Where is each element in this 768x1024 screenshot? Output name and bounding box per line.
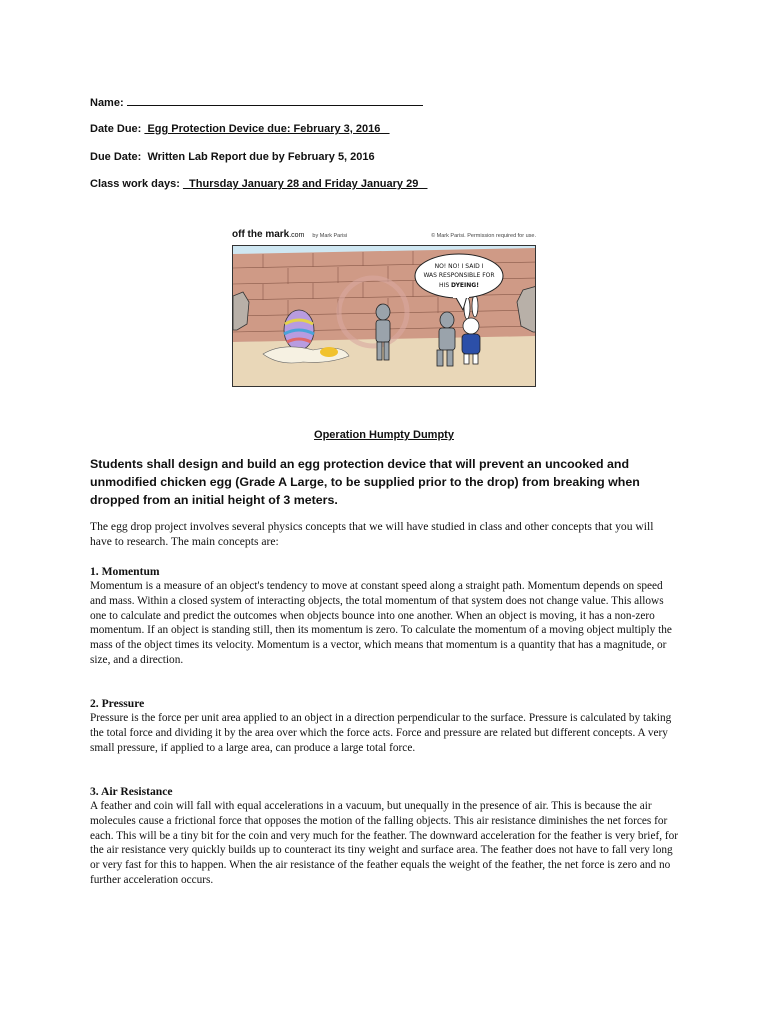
due-date-line	[90, 151, 378, 163]
cartoon-header	[232, 229, 536, 243]
section-heading-momentum: 1. Momentum	[90, 565, 160, 578]
speech-line-3: HIS DYEING!	[439, 282, 479, 289]
due-date-label: Due Date:	[90, 151, 142, 163]
cartoon-panel	[232, 245, 536, 387]
cartoon-copyright: © Mark Parisi. Permission required for use.	[431, 233, 536, 239]
cartoon-byline: by Mark Parisi	[312, 233, 348, 239]
intro-paragraph: The egg drop project involves several physics concepts that we will have studied in class and other concepts that you will have to research. The main concepts are:	[90, 520, 654, 548]
lead-paragraph: Students shall design and build an egg protection device that will prevent an uncooked and unmodified chicken egg (Grade A Large, to be supplied prior to the drop) from breaking when dropped from an initial height of 3 meters.	[90, 457, 640, 507]
speech-line-1: NO! NO! I SAID I	[434, 263, 484, 270]
name-line	[90, 96, 423, 109]
speech-line-2: WAS RESPONSIBLE FOR	[423, 272, 495, 279]
class-days-value: Thursday January 28 and Friday January 29	[182, 178, 428, 190]
date-due-line	[90, 123, 390, 135]
section-body-air-resistance: A feather and coin will fall with equal accelerations in a vacuum, but unequally in the presence of air. This is because the air molecules cause a frictional force that opposes the motion of the falling objects. This air resistance diminishes the net forces for each. This will be a tiny bit for the coin and very much for the feather. The downward acceleration for the feather is very brief, for the air resistance very quickly builds up to counteract its tiny weight and surface area. The feather does not have to fall very long or very fast for this to happen. When the air resistance of the feather equals the weight of the feather, the net force is zero and no further acceleration occurs.	[90, 800, 679, 886]
section-body-pressure: Pressure is the force per unit area applied to an object in a direction perpendicular to the surface. Pressure is calculated by taking the total force and dividing it by the area over which the force acts. Force and pressure are related but different concepts. A very small pressure, if applied to a large area, can produce a large total force.	[90, 712, 672, 754]
cartoon-logo: off the mark.com	[232, 229, 305, 240]
date-due-label: Date Due:	[90, 123, 142, 135]
cartoon	[232, 229, 536, 387]
section-heading-air-resistance: 3. Air Resistance	[90, 785, 173, 798]
cartoon-illustration	[233, 246, 536, 387]
document-title: Operation Humpty Dumpty	[314, 429, 454, 441]
due-date-value: Written Lab Report due by February 5, 2016	[141, 151, 378, 163]
section-body-momentum: Momentum is a measure of an object's tendency to move at constant speed along a straight path. Momentum depends on speed and mass. Within a closed system of interacting objects, the total momentum of that system does not change value. This allows one to calculate and predict the outcomes when objects bounce into one another. When an object is moving, it has a non-zero momentum. If an object is standing still, then its momentum is zero. To calculate the momentum of a moving object multiply the mass of the object times its velocity. Momentum is a vector, which means that momentum is a quantity that has a magnitude, or size, and a direction.	[90, 580, 672, 666]
date-due-value: Egg Protection Device due: February 3, 2016	[144, 123, 390, 135]
name-label: Name:	[90, 97, 124, 109]
name-blank	[127, 96, 423, 106]
class-days-label: Class work days:	[90, 178, 180, 190]
section-heading-pressure: 2. Pressure	[90, 697, 145, 710]
class-days-line	[90, 178, 427, 190]
